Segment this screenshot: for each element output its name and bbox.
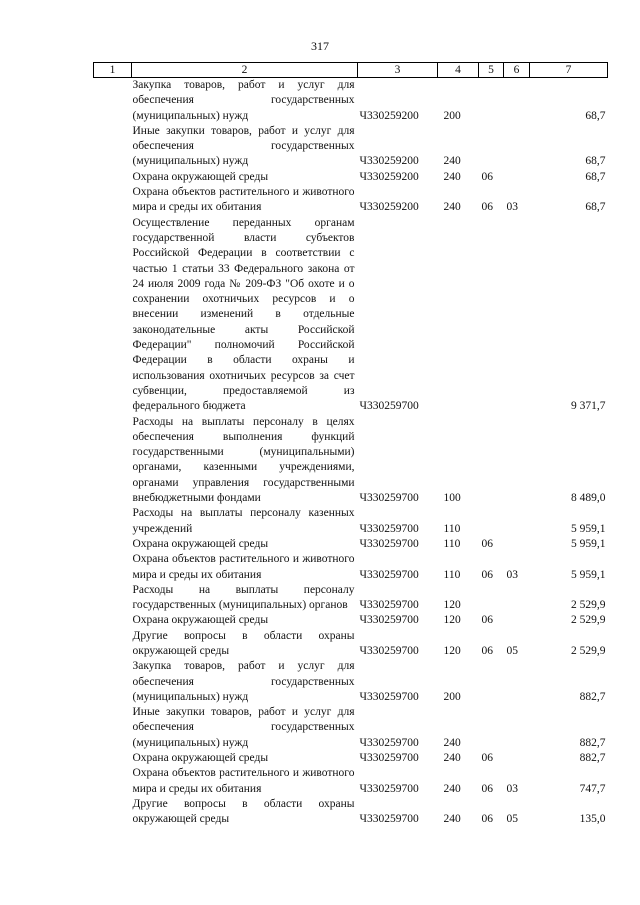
cell-sum: 882,7 [579,690,606,703]
cell-sum: 5 959,1 [571,537,606,550]
cell-csr: Ч330259700 [359,537,419,550]
table-row [94,78,608,124]
cell-code [94,506,132,537]
cell-rz [479,506,504,537]
cell-sum: 5 959,1 [571,522,606,535]
cell-csr: Ч330259700 [359,568,419,581]
table-row [94,583,608,614]
column-header: 5 [479,63,504,78]
cell-csr: Ч330259700 [359,400,419,413]
cell-code [94,216,132,415]
cell-sum: 68,7 [585,170,606,183]
cell-sum: 2 529,9 [571,599,606,612]
cell-sum: 68,7 [585,201,606,214]
cell-csr: Ч330259700 [359,736,419,749]
cell-pr: 05 [506,644,518,657]
cell-rz: 06 [481,170,493,183]
table-row [94,705,608,751]
cell-pr: 03 [506,201,518,214]
cell-code [94,78,132,124]
cell-name: Закупка товаров, работ и услуг для обеспечения государственных (муниципальных) нужд [132,660,355,703]
cell-sum: 882,7 [579,752,606,765]
cell-csr: Ч330259700 [359,813,419,826]
cell-pr [504,170,530,185]
cell-name: Охрана объектов растительного и животного мира и среды их обитания [132,767,355,795]
cell-rz: 06 [481,614,493,627]
cell-pr [504,216,530,415]
cell-name: Охрана окружающей среды [132,537,269,550]
table-row [94,170,608,185]
cell-vr: 200 [443,109,461,122]
cell-csr: Ч330259200 [359,170,419,183]
cell-csr: Ч330259700 [359,522,419,535]
cell-code [94,705,132,751]
cell-csr: Ч330259700 [359,614,419,627]
cell-pr [504,506,530,537]
cell-rz: 06 [481,782,493,795]
table-row [94,659,608,705]
cell-vr: 110 [443,522,461,535]
table-row [94,415,608,507]
cell-name: Другие вопросы в области охраны окружающей среды [132,629,355,657]
cell-sum: 8 489,0 [571,492,606,505]
cell-pr [504,659,530,705]
column-header: 4 [438,63,479,78]
cell-sum: 5 959,1 [571,568,606,581]
cell-code [94,537,132,552]
cell-csr: Ч330259700 [359,599,419,612]
table-row [94,216,608,415]
cell-vr: 240 [443,155,461,168]
cell-code [94,185,132,216]
table-row [94,613,608,628]
cell-csr: Ч330259200 [359,155,419,168]
cell-name: Охрана окружающей среды [132,170,269,183]
column-header: 3 [358,63,438,78]
cell-csr: Ч330259700 [359,782,419,795]
cell-sum: 135,0 [579,813,606,826]
cell-pr [504,124,530,170]
cell-code [94,613,132,628]
cell-vr: 120 [443,614,461,627]
cell-name: Иные закупки товаров, работ и услуг для обеспечения государственных (муниципальных) нужд [132,706,355,749]
cell-vr: 100 [443,492,461,505]
cell-vr: 120 [443,644,461,657]
table-body [94,78,608,828]
cell-rz [479,124,504,170]
table-row [94,124,608,170]
cell-rz [479,216,504,415]
cell-name: Расходы на выплаты персоналу государственных (муниципальных) органов [132,583,355,612]
page-number: 317 [311,39,329,53]
cell-pr [504,415,530,507]
cell-name: Охрана окружающей среды [132,614,269,627]
cell-name: Охрана окружающей среды [132,752,269,765]
table-row [94,506,608,537]
cell-rz [479,415,504,507]
cell-sum: 68,7 [585,155,606,168]
table-header-row [94,63,608,78]
cell-rz [479,705,504,751]
cell-name: Иные закупки товаров, работ и услуг для обеспечения государственных (муниципальных) нужд [132,124,355,168]
cell-vr: 240 [443,736,461,749]
cell-name: Закупка товаров, работ и услуг для обеспечения государственных (муниципальных) нужд [132,79,355,122]
cell-vr: 110 [443,568,461,581]
cell-vr: 200 [443,690,461,703]
cell-rz [479,659,504,705]
column-header: 1 [94,63,132,78]
cell-rz [479,583,504,614]
cell-vr: 240 [443,170,461,183]
cell-pr: 05 [506,813,518,826]
cell-pr: 03 [506,568,518,581]
budget-table [93,62,608,828]
cell-code [94,170,132,185]
cell-rz: 06 [481,813,493,826]
cell-csr: Ч330259700 [359,492,419,505]
cell-vr: 110 [443,537,461,550]
cell-code [94,415,132,507]
column-header: 7 [530,63,608,78]
cell-rz [479,78,504,124]
cell-code [94,766,132,797]
cell-vr: 240 [443,201,461,214]
cell-rz: 06 [481,568,493,581]
cell-name: Другие вопросы в области охраны окружающей среды [132,797,355,826]
cell-csr: Ч330259200 [359,109,419,122]
cell-pr [504,78,530,124]
cell-vr [438,216,479,415]
cell-rz: 06 [481,752,493,765]
cell-pr [504,537,530,552]
cell-code [94,797,132,828]
cell-rz: 06 [481,537,493,550]
cell-pr [504,705,530,751]
cell-csr: Ч330259700 [359,690,419,703]
cell-name: Расходы на выплаты персоналу в целях обеспечения выполнения функций государственными (муниципальными) органами, казенными учреждениями, органами управления государственными внебюджетными фондами [132,415,355,505]
cell-pr [504,751,530,766]
cell-code [94,659,132,705]
cell-sum: 747,7 [579,782,606,795]
cell-pr: 03 [506,782,518,795]
cell-code [94,583,132,614]
table-row [94,797,608,828]
column-header: 2 [132,63,358,78]
cell-sum: 2 529,9 [571,614,606,627]
cell-code [94,751,132,766]
table-row [94,552,608,583]
cell-code [94,124,132,170]
cell-csr: Ч330259700 [359,752,419,765]
cell-vr: 240 [443,813,461,826]
cell-csr: Ч330259200 [359,201,419,214]
cell-rz: 06 [481,201,493,214]
cell-sum: 9 371,7 [571,400,606,413]
table-row [94,751,608,766]
cell-sum: 882,7 [579,736,606,749]
cell-sum: 2 529,9 [571,644,606,657]
cell-name: Расходы на выплаты персоналу казенных учреждений [132,507,355,535]
cell-pr [504,613,530,628]
column-header: 6 [504,63,530,78]
cell-pr [504,583,530,614]
cell-rz: 06 [481,644,493,657]
cell-code [94,629,132,660]
cell-name: Осуществление переданных органам государственной власти субъектов Российской Федерации в соответствии с частью 1 статьи 33 Федерального закона от 24 июля 2009 года № 209-ФЗ "Об охоте и о сохранении охотничьих ресурсов и о внесении изменений в отдельные законодательные акты Российской Федерации" полномочий Российской Федерации в области охраны и использования охотничьих ресурсов за счет субвенции, предоставляемой из федерального бюджета [132,216,355,413]
cell-csr: Ч330259700 [359,644,419,657]
table-row [94,629,608,660]
table-row [94,537,608,552]
cell-sum: 68,7 [585,109,606,122]
cell-vr: 120 [443,599,461,612]
cell-code [94,552,132,583]
cell-name: Охрана объектов растительного и животного мира и среды их обитания [132,553,355,581]
table-row [94,766,608,797]
cell-name: Охрана объектов растительного и животного мира и среды их обитания [132,186,355,214]
table-row [94,185,608,216]
cell-vr: 240 [443,752,461,765]
cell-vr: 240 [443,782,461,795]
